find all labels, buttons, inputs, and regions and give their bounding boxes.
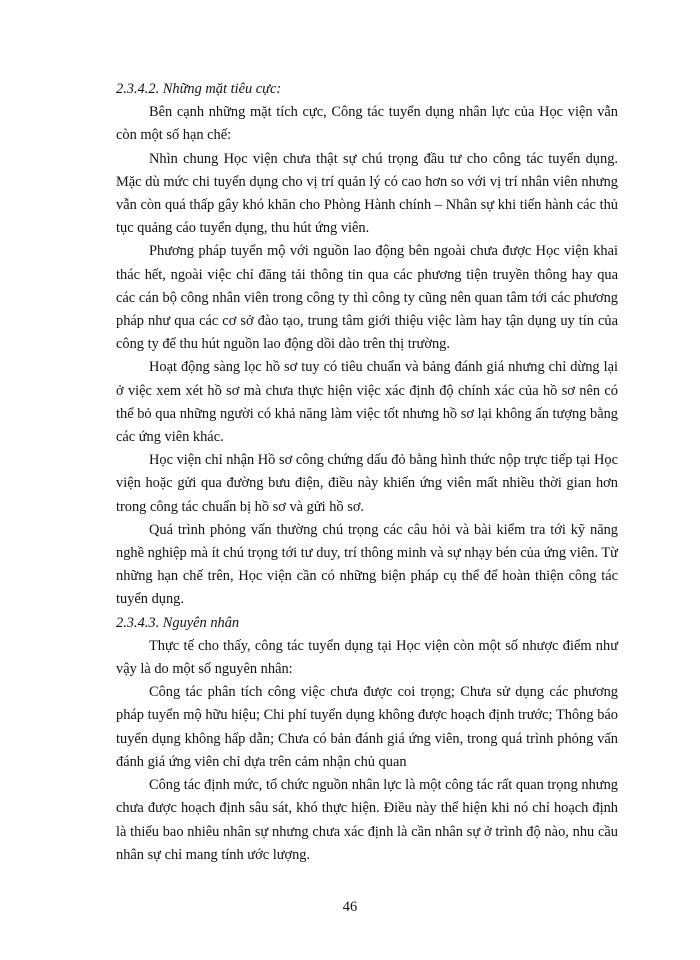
paragraph: Hoạt động sàng lọc hồ sơ tuy có tiêu chuẩn và bảng đánh giá nhưng chỉ dừng lại ở việc xem xét hồ sơ mà chưa thực hiện việc xác định độ chính xác của hồ sơ nên có thể bỏ qua những người có khả năng làm việc tốt nhưng hồ sơ lại không ấn tượng bằng các ứng viên khác. [116, 359, 618, 446]
section-heading-negative-aspects: 2.3.4.2. Những mặt tiêu cực: [116, 81, 282, 97]
paragraph: Phương pháp tuyển mộ với nguồn lao động bên ngoài chưa được Học viện khai thác hết, ngoài việc chỉ đăng tải thông tin qua các phương tiện truyền thông hay qua các cán bộ công nhân viên trong công ty thì công ty cũng nên quan tâm tới các phương pháp như qua các cơ sở đào tạo, trung tâm giới thiệu việc làm hay tận dụng uy tín của công ty để thu hút nguồn lao động dồi dào trên thị trường. [116, 243, 618, 353]
section-heading-causes: 2.3.4.3. Nguyên nhân [116, 614, 240, 631]
paragraph: Quá trình phỏng vấn thường chú trọng các câu hỏi và bài kiểm tra tới kỹ năng nghề nghiệp mà ít chú trọng tới tư duy, trí thông minh và sự nhạy bén của ứng viên. Từ những hạn chế trên, Học viện cần có những biện pháp cụ thể để hoàn thiện công tác tuyển dụng. [116, 521, 618, 608]
paragraph: Công tác định mức, tổ chức nguồn nhân lực là một công tác rất quan trọng nhưng chưa được hoạch định sâu sát, khó thực hiện. Điều này thể hiện khi nó chỉ hoạch định là thiếu bao nhiêu nhân sự nhưng chưa xác định là cần nhân sự ở trình độ nào, nhu cầu nhân sự chỉ mang tính ước lượng. [116, 777, 618, 863]
paragraph: Công tác phân tích công việc chưa được coi trọng; Chưa sử dụng các phương pháp tuyển mộ hữu hiệu; Chi phí tuyển dụng không được hoạch định trước; Thông báo tuyển dụng không hấp dẫn; Chưa có bản đánh giá ứng viên, trong quá trình phỏng vấn đánh giá ứng viên chỉ dựa trên cảm nhận chủ quan [116, 684, 618, 770]
paragraph: Bên cạnh những mặt tích cực, Công tác tuyển dụng nhân lực của Học viện vẫn còn một số hạn chế: [116, 104, 618, 144]
page-number: 46 [342, 899, 358, 915]
page-content [116, 78, 618, 867]
paragraph: Nhìn chung Học viện chưa thật sự chú trọng đầu tư cho công tác tuyển dụng. Mặc dù mức chi tuyển dụng cho vị trí quản lý có cao hơn so với vị trí nhân viên nhưng vẫn còn quá thấp gây khó khăn cho Phòng Hành chính – Nhân sự khi tiến hành các thủ tục quảng cáo tuyển dụng, thu hút ứng viên. [116, 150, 618, 237]
paragraph: Học viện chỉ nhận Hồ sơ công chứng dấu đỏ bằng hình thức nộp trực tiếp tại Học viện hoặc gửi qua đường bưu điện, điều này khiến ứng viên mất nhiều thời gian hơn trong công tác chuẩn bị hồ sơ và gửi hồ sơ. [116, 452, 618, 515]
paragraph: Thực tế cho thấy, công tác tuyển dụng tại Học viện còn một số nhược điểm như vậy là do một số nguyên nhân: [116, 637, 618, 678]
